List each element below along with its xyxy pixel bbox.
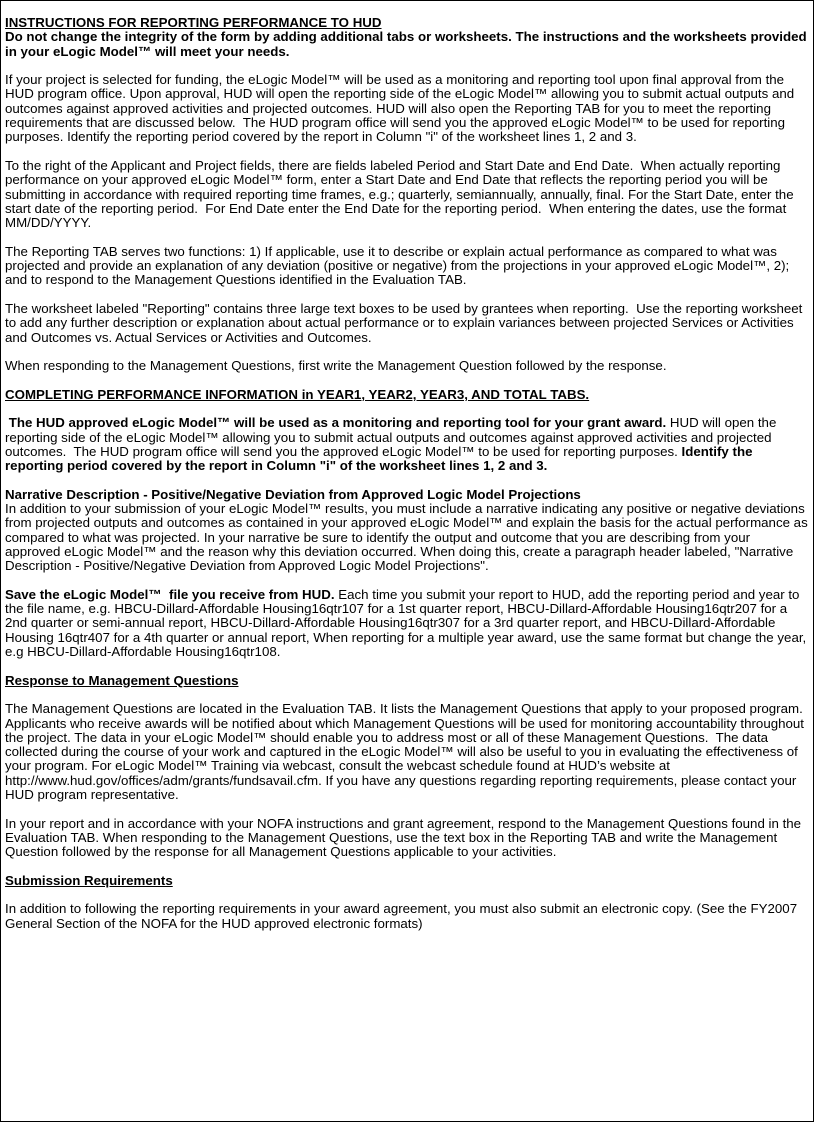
heading-response-management-questions bbox=[5, 674, 808, 688]
text-run: The Reporting TAB serves two functions: 1) If applicable, use it to describe or explain actual performance as compared to what was projected and provide an explanation of any deviation (positive or negative) from the projections in your approved eLogic Model™, 2); and to respond to the Management Questions identified in the Evaluation TAB. bbox=[5, 243, 793, 288]
text-run-bold-lead: The HUD approved eLogic Model™ will be used as a monitoring and reporting tool for your grant award. bbox=[5, 415, 667, 431]
heading-text: Narrative Description - Positive/Negative Deviation from Approved Logic Model Projections bbox=[5, 486, 581, 502]
heading-submission-requirements bbox=[5, 874, 808, 888]
text-run: In addition to your submission of your eLogic Model™ results, you must include a narrative indicating any positive or negative deviations from projected outputs and outcomes as contained in your approved eLogic Model™ and explain the basis for the actual performance as compared to what was projected. In your narrative be sure to identify the output and outcome that you are describing from your approved eLogic Model™ and the reason why this deviation occurred. When doing this, create a paragraph header labeled, "Narrative Description - Positive/Negative Deviation from Approved Logic Model Projections". bbox=[5, 501, 812, 574]
para-save-model bbox=[5, 588, 808, 659]
heading-text: Submission Requirements bbox=[5, 872, 173, 888]
para-hud-approved-model bbox=[5, 416, 808, 473]
text-run: In addition to following the reporting requirements in your award agreement, you must also submit an electronic copy. (See the FY2007 General Section of the NOFA for the HUD approved electronic formats) bbox=[5, 901, 801, 931]
heading-text: INSTRUCTIONS FOR REPORTING PERFORMANCE TO HUD bbox=[5, 15, 382, 30]
heading-narrative-description bbox=[5, 488, 808, 502]
text-run: When responding to the Management Questions, first write the Management Question followed by the response. bbox=[5, 358, 667, 374]
text-run: To the right of the Applicant and Project fields, there are fields labeled Period and Start Date and End Date. When actually reporting performance on your approved eLogic Model™ form, enter a Start Date and End Date that reflects the reporting period you will be submitting in accordance with required reporting time frames, e.g.; quarterly, semiannually, annually, final. For the Start Date, enter the start date of the reporting period. For End Date enter the End Date for the reporting period. When entering the dates, use the format MM/DD/YYYY. bbox=[5, 157, 798, 231]
para-integrity-note bbox=[5, 29, 811, 59]
para-management-questions-located bbox=[5, 702, 808, 802]
heading-instructions-title bbox=[5, 16, 808, 30]
text-run: If your project is selected for funding, the eLogic Model™ will be used as a monitoring and reporting tool upon final approval from the HUD program office. Upon approval, HUD will open the reporting side of the eLogic Model™ allowing you to submit actual outputs and outcomes against approved activities and projected outcomes. HUD will also open the Reporting TAB for you to meet the reporting requirements that are discussed below. The HUD program office will send you the approved eLogic Model™ to be used for reporting purposes. Identify the reporting period covered by the report in Column "i" of the worksheet lines 1, 2 and 3. bbox=[5, 72, 798, 145]
text-run-bold-tail: Identify the reporting period covered by the report in Column "i" of the worksheet lines 1, 2 and 3. bbox=[5, 443, 757, 474]
text-run: Each time you submit your report to HUD, add the reporting period and year to the file name, e.g. HBCU-Dillard-Affordable Housing16qtr107 for a 1st quarter report, HBCU-Dillard-Affordable Housing16qtr207 for a 2nd quarter or semi-annual report, HBCU-Dillard-Affordable Housing16qtr307 for a 3rd quarter report, and HBCU-Dillard-Affordable Housing 16qtr407 for a 4th quarter or annual report, When reporting for a multiple year award, use the same format but change the year, e.g HBCU-Dillard-Affordable Housing16qtr108. bbox=[5, 586, 810, 660]
heading-completing-performance bbox=[5, 388, 808, 402]
para-submission-electronic-copy bbox=[5, 902, 808, 931]
text-run: Do not change the integrity of the form by adding additional tabs or worksheets. The instructions and the worksheets provided in your eLogic Model™ will meet your needs. bbox=[5, 29, 811, 59]
text-run: HUD will open the reporting side of the eLogic Model™ allowing you to submit actual outputs and outcomes against approved activities and projected outcomes. The HUD program office will send you the approved eLogic Model™ to be used for reporting purposes. bbox=[5, 415, 781, 459]
heading-text: COMPLETING PERFORMANCE INFORMATION in YEAR1, YEAR2, YEAR3, AND TOTAL TABS. bbox=[5, 386, 590, 402]
text-run: The worksheet labeled "Reporting" contains three large text boxes to be used by grantees when reporting. Use the reporting worksheet to add any further description or explanation about actual performance or to explain variances between projected Services or Activities and Outcomes vs. Actual Services or Activities and Outcomes. bbox=[5, 300, 807, 345]
text-run-bold-lead: Save the eLogic Model™ file you receive from HUD. bbox=[5, 586, 335, 602]
para-narrative-deviation bbox=[5, 501, 812, 574]
para-nofa-respond bbox=[5, 817, 808, 860]
para-reporting-tab-functions bbox=[5, 245, 808, 288]
para-reporting-worksheet bbox=[5, 302, 808, 345]
text-run: The Management Questions are located in the Evaluation TAB. It lists the Management Questions that apply to your proposed program. Applicants who receive awards will be notified about which Management Questions will be used for monitoring accountability throughout the project. The data in your eLogic Model™ should enable you to address most or all of these Management Questions. The data collected during the course of your work and captured in the eLogic Model™ will also be useful to you in evaluating the effectiveness of your program. For eLogic Model™ Training via webcast, consult the webcast schedule found at HUD’s website at http://www.hud.gov/offices/adm/grants/fundsavail.cfm. If you have any questions regarding reporting requirements, please contact your HUD program representative. bbox=[5, 701, 808, 803]
para-period-start-end-dates bbox=[5, 159, 808, 230]
para-funding-approval bbox=[5, 73, 808, 144]
para-responding-management-questions bbox=[5, 359, 808, 373]
text-run: In your report and in accordance with your NOFA instructions and grant agreement, respond to the Management Questions found in the Evaluation TAB. When responding to the Management Questions, use the text box in the Reporting TAB and write the Management Question followed by the response for all Management Questions applicable to your activities. bbox=[5, 815, 805, 860]
heading-text: Response to Management Questions bbox=[5, 672, 239, 688]
